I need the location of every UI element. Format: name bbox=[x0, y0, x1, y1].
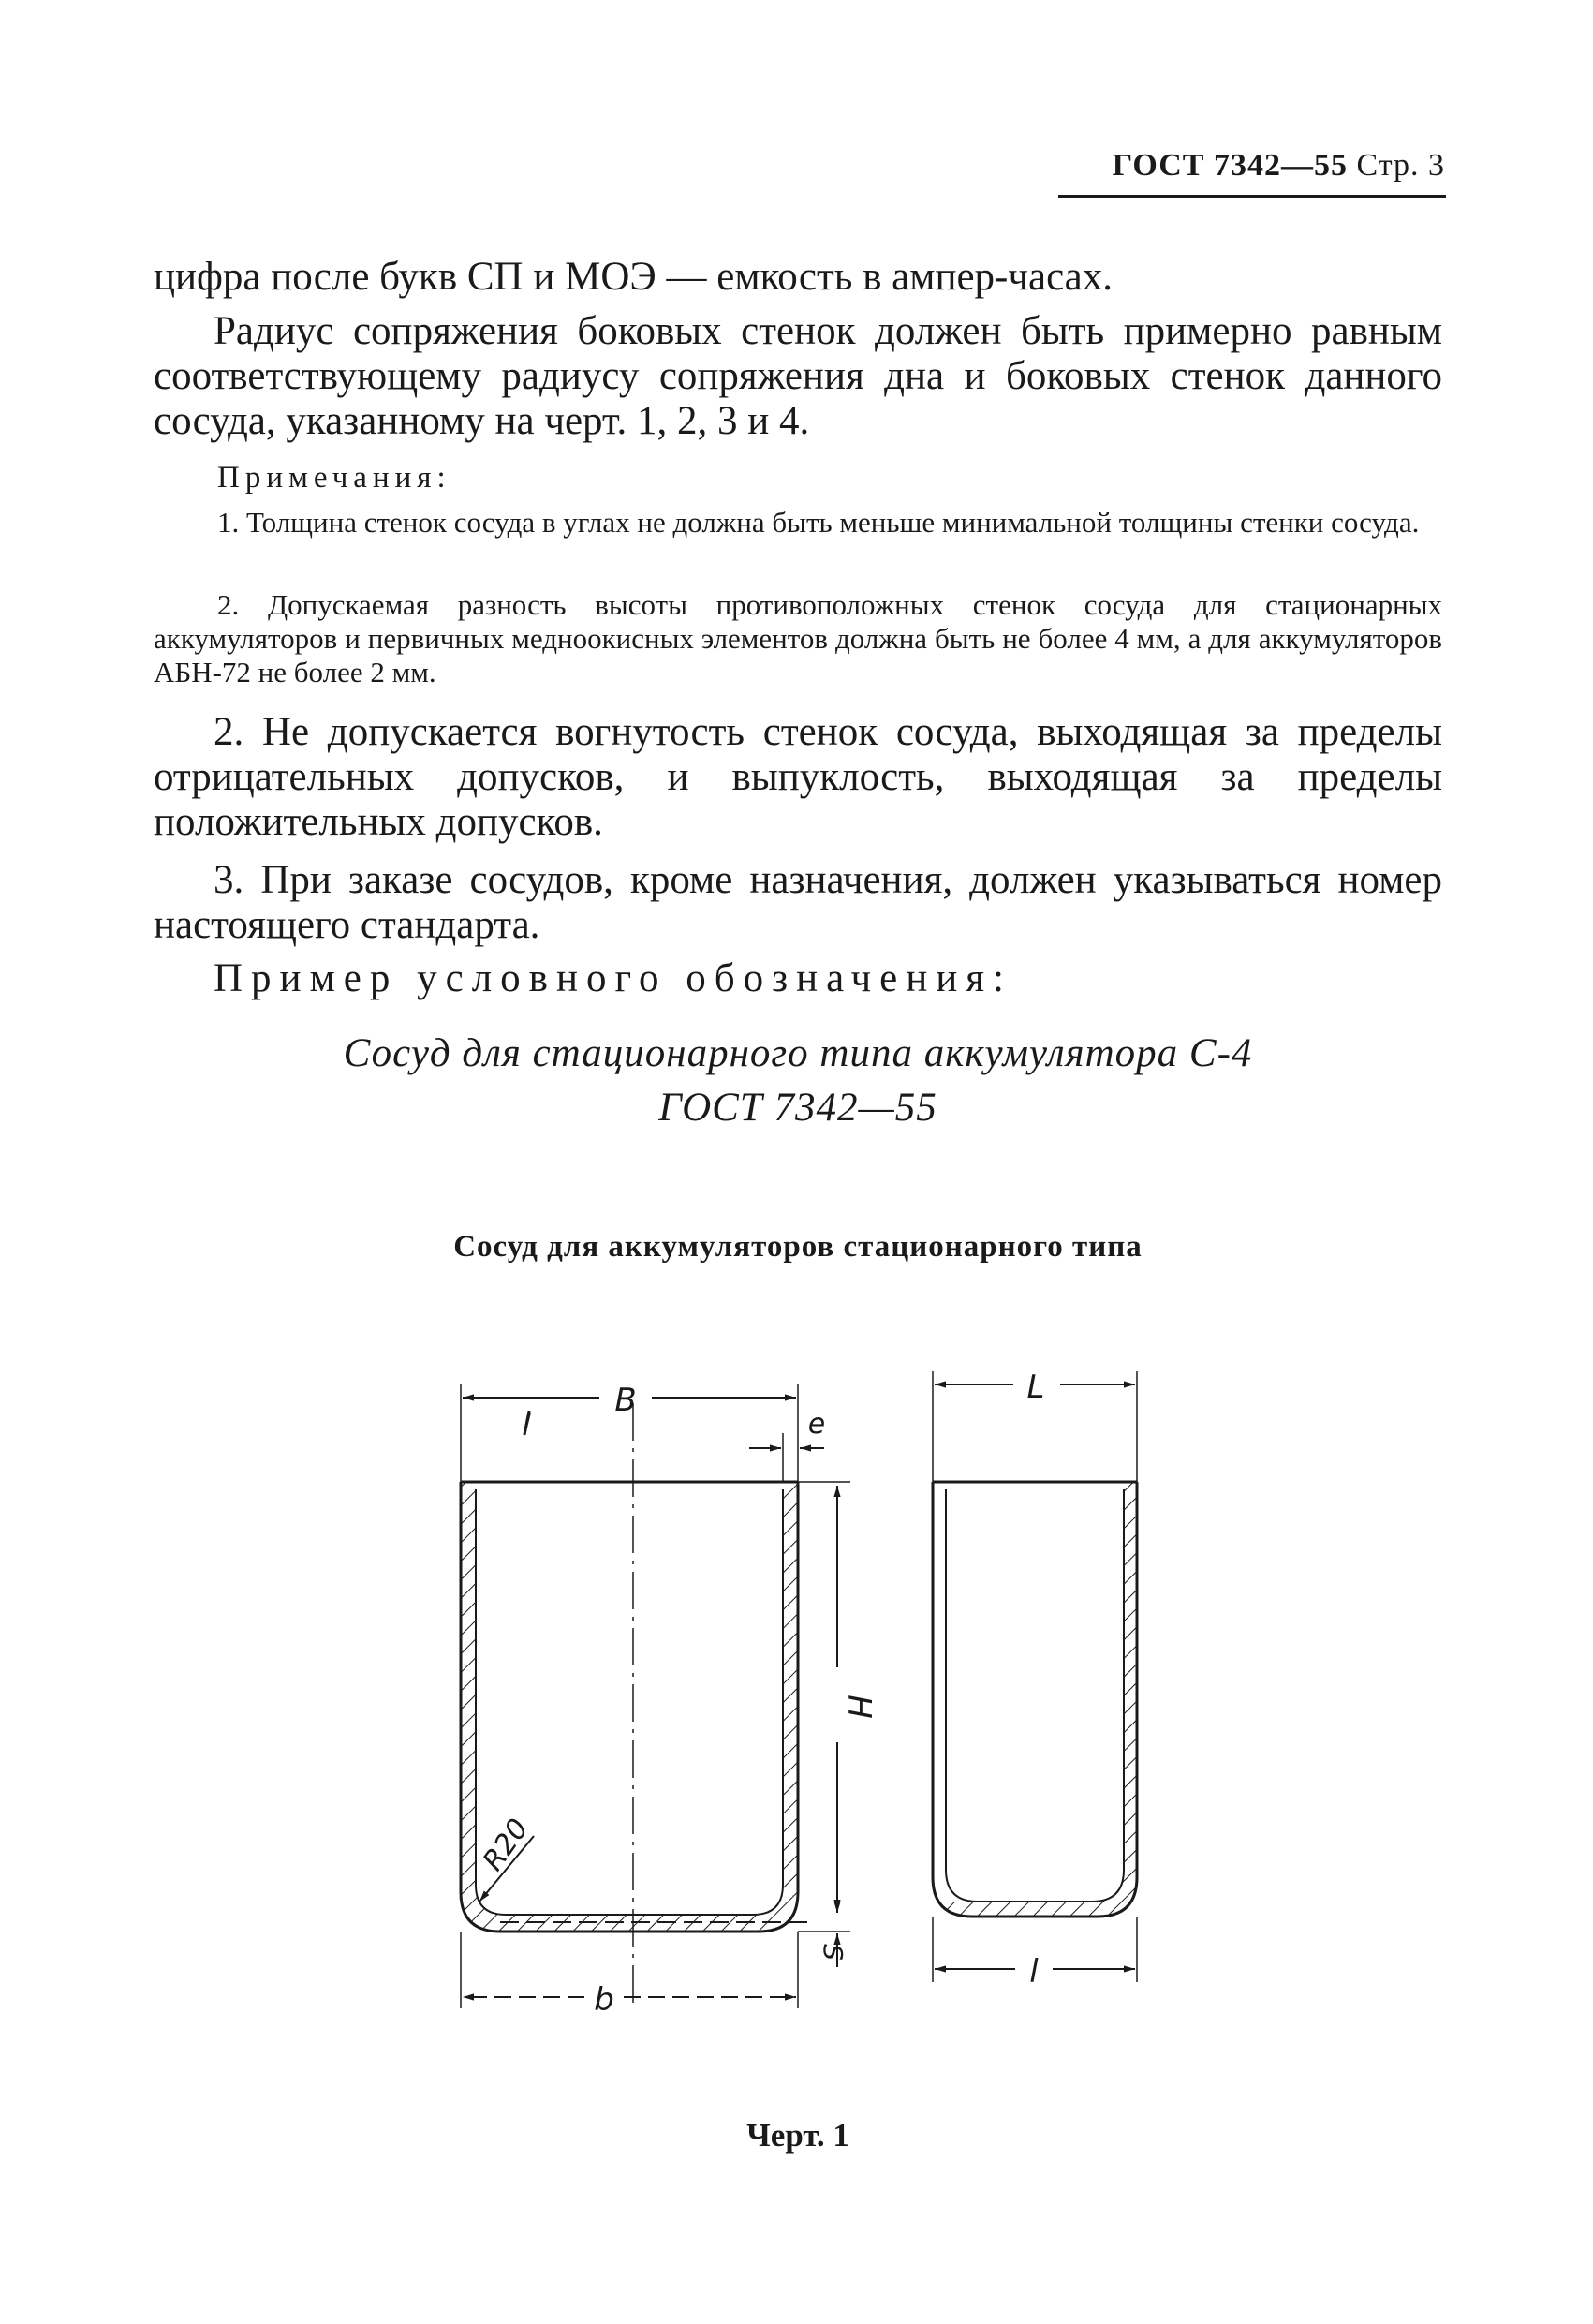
note-1: 1. Толщина стенок сосуда в углах не должна быть меньше минимальной толщины стенки сосуда. bbox=[217, 506, 1420, 539]
standard-number: ГОСТ 7342—55 bbox=[1112, 148, 1348, 183]
dim-e-label: e bbox=[807, 1408, 826, 1441]
side-view bbox=[933, 1369, 1137, 1991]
item-2: 2. Не допускается вогнутость стенок сосуда, выходящая за пределы отрицательных допусков, и выпуклость, выходящая за пределы положительных допусков. bbox=[154, 710, 1442, 844]
dim-S-label: S bbox=[818, 1944, 848, 1961]
side-outer-wall bbox=[933, 1482, 1137, 1917]
dim-B-label: B bbox=[614, 1382, 637, 1419]
paragraph-capacity: цифра после букв СП и МОЭ — емкость в ампер-часах. bbox=[154, 255, 1114, 299]
dim-L-label: L bbox=[1026, 1369, 1045, 1406]
designation-line-1: Сосуд для стационарного типа аккумулятора С-4 bbox=[343, 1031, 1253, 1075]
paragraph-radius: Радиус сопряжения боковых стенок должен быть примерно равным соответствующему радиусу сопряжения дна и боковых стенок данного сосуда, указанному на черт. 1, 2, 3 и 4. bbox=[154, 309, 1442, 443]
figure-title: Сосуд для аккумуляторов стационарного типа bbox=[453, 1230, 1143, 1264]
notes-title: Примечания: bbox=[217, 461, 451, 495]
side-wall-hatching bbox=[940, 1482, 1137, 1917]
item-3: 3. При заказе сосудов, кроме назначения, должен указываться номер настоящего стандарта. bbox=[154, 858, 1442, 947]
note-2: 2. Допускаемая разность высоты противоположных стенок сосуда для стационарных аккумуляторов и первичных медноокисных элементов должна быть не более 4 мм, а для аккумуляторов АБН-72 не более 2 мм. bbox=[154, 588, 1442, 688]
example-label: Пример условного обозначения: bbox=[214, 956, 1012, 1000]
dim-l-label: l bbox=[1029, 1953, 1039, 1991]
page-number: Стр. 3 bbox=[1356, 148, 1445, 183]
dim-R-label: R20 bbox=[476, 1813, 536, 1877]
front-view bbox=[461, 1382, 878, 2019]
dim-b-label: b bbox=[594, 1981, 614, 2019]
designation-line-2: ГОСТ 7342—55 bbox=[658, 1086, 937, 1130]
dim-l-front-label: l bbox=[522, 1406, 531, 1443]
figure-caption: Черт. 1 bbox=[746, 2117, 849, 2154]
side-inner-wall bbox=[946, 1489, 1124, 1902]
dim-H-label: H bbox=[840, 1695, 878, 1719]
